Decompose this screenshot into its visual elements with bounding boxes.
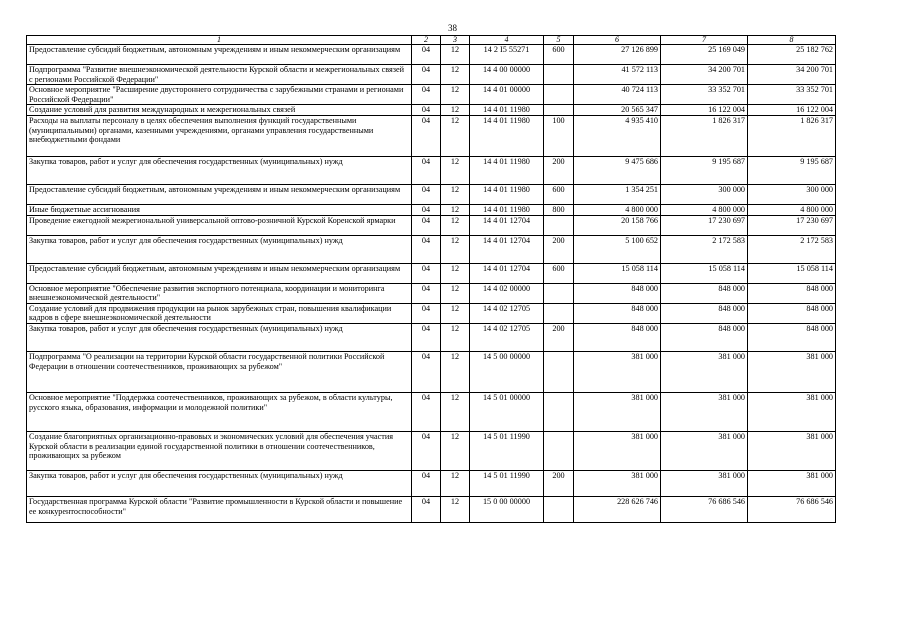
target-article-cell: 14 4 01 00000 (470, 85, 544, 105)
expense-type-cell (544, 65, 574, 85)
expense-type-cell: 200 (544, 235, 574, 263)
subsection-code-cell: 12 (441, 351, 470, 392)
subsection-code-cell: 12 (441, 45, 470, 65)
section-code-cell: 04 (412, 204, 441, 215)
amount-cell: 76 686 546 (748, 496, 836, 522)
target-article-cell: 14 4 01 11980 (470, 115, 544, 156)
table-row (27, 351, 836, 392)
amount-cell: 848 000 (748, 303, 836, 323)
amount-cell: 848 000 (748, 323, 836, 351)
amount-cell: 848 000 (748, 283, 836, 303)
row-name-cell: Предоставление субсидий бюджетным, автономным учреждениям и иным некоммерческим организациям (27, 45, 412, 65)
target-article-cell: 14 5 01 11990 (470, 470, 544, 496)
subsection-code-cell: 12 (441, 470, 470, 496)
table-row (27, 323, 836, 351)
row-name-cell: Закупка товаров, работ и услуг для обеспечения государственных (муниципальных) нужд (27, 323, 412, 351)
table-row (27, 156, 836, 184)
section-code-cell: 04 (412, 263, 441, 283)
amount-cell: 9 475 686 (574, 156, 661, 184)
amount-cell: 848 000 (574, 283, 661, 303)
amount-cell: 15 058 114 (661, 263, 748, 283)
section-code-cell: 04 (412, 115, 441, 156)
amount-cell: 848 000 (574, 323, 661, 351)
target-article-cell: 14 5 00 00000 (470, 351, 544, 392)
row-name-cell: Расходы на выплаты персоналу в целях обеспечения выполнения функций государственными (муниципальными) органами, казенными учреждениями, органами управления государственными внебюджетными фондами (27, 115, 412, 156)
amount-cell: 300 000 (748, 184, 836, 204)
column-header: 5 (544, 36, 574, 45)
row-name-cell: Основное мероприятие "Расширение двустороннего сотрудничества с зарубежными странами и регионами Российской Федерации" (27, 85, 412, 105)
amount-cell: 15 058 114 (574, 263, 661, 283)
amount-cell: 25 169 049 (661, 45, 748, 65)
target-article-cell: 14 4 01 11980 (470, 184, 544, 204)
subsection-code-cell: 12 (441, 496, 470, 522)
amount-cell: 1 826 317 (661, 115, 748, 156)
amount-cell: 27 126 899 (574, 45, 661, 65)
table-row (27, 283, 836, 303)
amount-cell: 2 172 583 (661, 235, 748, 263)
column-number-row (27, 36, 836, 45)
column-header: 7 (661, 36, 748, 45)
row-name-cell: Подпрограмма "Развитие внешнеэкономической деятельности Курской области и межрегиональных связей с регионами Российской Федерации" (27, 65, 412, 85)
row-name-cell: Основное мероприятие "Обеспечение развития экспортного потенциала, координации и мониторинга внешнеэкономической деятельности" (27, 283, 412, 303)
amount-cell: 25 182 762 (748, 45, 836, 65)
table-row (27, 115, 836, 156)
row-name-cell: Проведение ежегодной межрегиональной универсальной оптово-розничной Курской Коренской ярмарки (27, 215, 412, 235)
target-article-cell: 14 4 01 11980 (470, 156, 544, 184)
target-article-cell: 14 4 02 00000 (470, 283, 544, 303)
row-name-cell: Создание условий для развития международных и межрегиональных связей (27, 105, 412, 116)
table-row (27, 235, 836, 263)
expense-type-cell: 100 (544, 115, 574, 156)
target-article-cell: 14 4 01 11980 (470, 204, 544, 215)
column-header: 6 (574, 36, 661, 45)
target-article-cell: 14 4 01 12704 (470, 235, 544, 263)
section-code-cell: 04 (412, 431, 441, 470)
amount-cell: 848 000 (661, 283, 748, 303)
table-row (27, 85, 836, 105)
amount-cell: 9 195 687 (661, 156, 748, 184)
subsection-code-cell: 12 (441, 65, 470, 85)
amount-cell: 15 058 114 (748, 263, 836, 283)
amount-cell: 17 230 697 (748, 215, 836, 235)
section-code-cell: 04 (412, 105, 441, 116)
amount-cell: 381 000 (574, 351, 661, 392)
target-article-cell: 14 4 00 00000 (470, 65, 544, 85)
row-name-cell: Иные бюджетные ассигнования (27, 204, 412, 215)
row-name-cell: Предоставление субсидий бюджетным, автономным учреждениям и иным некоммерческим организациям (27, 184, 412, 204)
expense-type-cell: 600 (544, 45, 574, 65)
row-name-cell: Закупка товаров, работ и услуг для обеспечения государственных (муниципальных) нужд (27, 470, 412, 496)
amount-cell: 848 000 (661, 303, 748, 323)
expense-type-cell (544, 431, 574, 470)
amount-cell: 4 800 000 (748, 204, 836, 215)
budget-table (26, 35, 836, 523)
target-article-cell: 14 5 01 11990 (470, 431, 544, 470)
table-row (27, 204, 836, 215)
expense-type-cell: 600 (544, 263, 574, 283)
amount-cell: 381 000 (574, 431, 661, 470)
amount-cell: 33 352 701 (748, 85, 836, 105)
amount-cell: 381 000 (748, 431, 836, 470)
amount-cell: 5 100 652 (574, 235, 661, 263)
section-code-cell: 04 (412, 45, 441, 65)
amount-cell: 381 000 (661, 431, 748, 470)
table-row (27, 496, 836, 522)
amount-cell: 9 195 687 (748, 156, 836, 184)
target-article-cell: 15 0 00 00000 (470, 496, 544, 522)
amount-cell: 34 200 701 (748, 65, 836, 85)
subsection-code-cell: 12 (441, 215, 470, 235)
target-article-cell: 14 4 02 12705 (470, 303, 544, 323)
table-row (27, 431, 836, 470)
subsection-code-cell: 12 (441, 323, 470, 351)
section-code-cell: 04 (412, 470, 441, 496)
amount-cell: 1 354 251 (574, 184, 661, 204)
amount-cell: 848 000 (574, 303, 661, 323)
amount-cell: 848 000 (661, 323, 748, 351)
target-article-cell: 14 4 01 12704 (470, 263, 544, 283)
section-code-cell: 04 (412, 65, 441, 85)
column-header: 8 (748, 36, 836, 45)
section-code-cell: 04 (412, 215, 441, 235)
row-name-cell: Закупка товаров, работ и услуг для обеспечения государственных (муниципальных) нужд (27, 235, 412, 263)
section-code-cell: 04 (412, 156, 441, 184)
amount-cell: 2 172 583 (748, 235, 836, 263)
subsection-code-cell: 12 (441, 392, 470, 431)
amount-cell: 33 352 701 (661, 85, 748, 105)
target-article-cell: 14 2 I5 55271 (470, 45, 544, 65)
subsection-code-cell: 12 (441, 431, 470, 470)
subsection-code-cell: 12 (441, 105, 470, 116)
amount-cell: 381 000 (661, 392, 748, 431)
section-code-cell: 04 (412, 323, 441, 351)
amount-cell: 76 686 546 (661, 496, 748, 522)
table-row (27, 392, 836, 431)
row-name-cell: Предоставление субсидий бюджетным, автономным учреждениям и иным некоммерческим организациям (27, 263, 412, 283)
row-name-cell: Создание условий для продвижения продукции на рынок зарубежных стран, повышения квалификации кадров в сфере внешнеэкономической деятельности (27, 303, 412, 323)
amount-cell: 381 000 (574, 470, 661, 496)
section-code-cell: 04 (412, 496, 441, 522)
subsection-code-cell: 12 (441, 283, 470, 303)
table-row (27, 470, 836, 496)
section-code-cell: 04 (412, 235, 441, 263)
amount-cell: 381 000 (661, 470, 748, 496)
row-name-cell: Создание благоприятных организационно-правовых и экономических условий для обеспечения участия Курской области в реализации единой государственной политики в отношении соотечественников, проживающих за рубежом (27, 431, 412, 470)
column-header: 3 (441, 36, 470, 45)
amount-cell: 4 935 410 (574, 115, 661, 156)
amount-cell: 228 626 746 (574, 496, 661, 522)
subsection-code-cell: 12 (441, 235, 470, 263)
amount-cell: 34 200 701 (661, 65, 748, 85)
subsection-code-cell: 12 (441, 156, 470, 184)
target-article-cell: 14 5 01 00000 (470, 392, 544, 431)
amount-cell: 17 230 697 (661, 215, 748, 235)
target-article-cell: 14 4 02 12705 (470, 323, 544, 351)
subsection-code-cell: 12 (441, 184, 470, 204)
row-name-cell: Государственная программа Курской области "Развитие промышленности в Курской области и повышение ее конкурентоспособности" (27, 496, 412, 522)
expense-type-cell: 800 (544, 204, 574, 215)
section-code-cell: 04 (412, 392, 441, 431)
expense-type-cell (544, 303, 574, 323)
expense-type-cell (544, 351, 574, 392)
amount-cell: 1 826 317 (748, 115, 836, 156)
table-row (27, 45, 836, 65)
amount-cell: 381 000 (661, 351, 748, 392)
amount-cell: 381 000 (748, 470, 836, 496)
target-article-cell: 14 4 01 12704 (470, 215, 544, 235)
amount-cell: 4 800 000 (574, 204, 661, 215)
table-row (27, 184, 836, 204)
amount-cell: 16 122 004 (661, 105, 748, 116)
table-row (27, 263, 836, 283)
expense-type-cell (544, 283, 574, 303)
expense-type-cell (544, 215, 574, 235)
row-name-cell: Подпрограмма "О реализации на территории Курской области государственной политики Российской Федерации в отношении соотечественников, проживающих за рубежом" (27, 351, 412, 392)
column-header: 4 (470, 36, 544, 45)
section-code-cell: 04 (412, 351, 441, 392)
section-code-cell: 04 (412, 85, 441, 105)
amount-cell: 4 800 000 (661, 204, 748, 215)
amount-cell: 16 122 004 (748, 105, 836, 116)
expense-type-cell: 600 (544, 184, 574, 204)
subsection-code-cell: 12 (441, 115, 470, 156)
subsection-code-cell: 12 (441, 85, 470, 105)
expense-type-cell (544, 392, 574, 431)
section-code-cell: 04 (412, 303, 441, 323)
amount-cell: 381 000 (748, 351, 836, 392)
table-row (27, 105, 836, 116)
section-code-cell: 04 (412, 283, 441, 303)
target-article-cell: 14 4 01 11980 (470, 105, 544, 116)
expense-type-cell: 200 (544, 323, 574, 351)
subsection-code-cell: 12 (441, 303, 470, 323)
column-header: 1 (27, 36, 412, 45)
section-code-cell: 04 (412, 184, 441, 204)
subsection-code-cell: 12 (441, 204, 470, 215)
expense-type-cell: 200 (544, 470, 574, 496)
subsection-code-cell: 12 (441, 263, 470, 283)
table-row (27, 65, 836, 85)
row-name-cell: Основное мероприятие "Поддержка соотечественников, проживающих за рубежом, в области культуры, русского языка, образования, информации и молодежной политики" (27, 392, 412, 431)
amount-cell: 40 724 113 (574, 85, 661, 105)
table-row (27, 215, 836, 235)
amount-cell: 381 000 (748, 392, 836, 431)
amount-cell: 300 000 (661, 184, 748, 204)
column-header: 2 (412, 36, 441, 45)
expense-type-cell (544, 105, 574, 116)
expense-type-cell (544, 496, 574, 522)
amount-cell: 381 000 (574, 392, 661, 431)
table-row (27, 303, 836, 323)
expense-type-cell (544, 85, 574, 105)
row-name-cell: Закупка товаров, работ и услуг для обеспечения государственных (муниципальных) нужд (27, 156, 412, 184)
page-number: 38 (448, 23, 457, 33)
amount-cell: 20 565 347 (574, 105, 661, 116)
amount-cell: 20 158 766 (574, 215, 661, 235)
amount-cell: 41 572 113 (574, 65, 661, 85)
expense-type-cell: 200 (544, 156, 574, 184)
